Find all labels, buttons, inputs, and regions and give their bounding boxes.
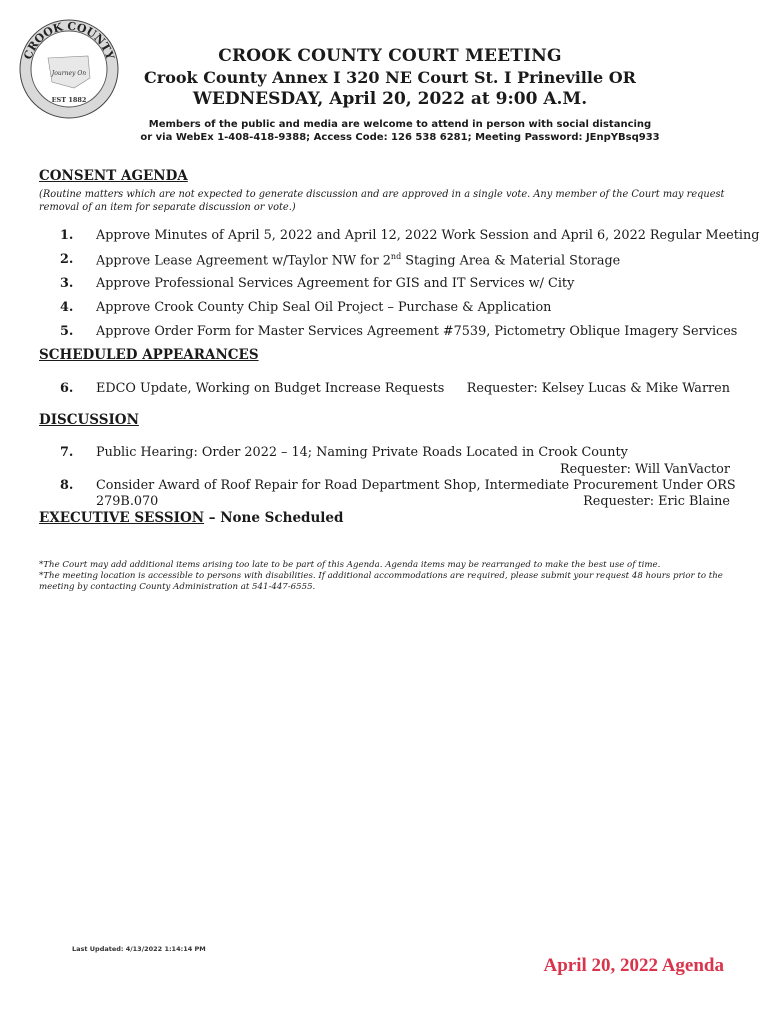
item-number: 8. [60,478,74,493]
attendance-notice-line1: Members of the public and media are welcome to attend in person with social distancing [148,119,652,130]
item-text: Approve Professional Services Agreement for GIS and IT Services w/ City [96,276,575,291]
item-number: 2. [60,252,74,267]
item-number: 5. [60,324,74,339]
attendance-notice [120,118,680,144]
footnotes [39,560,739,593]
item-text: Approve Crook County Chip Seal Oil Project – Purchase & Application [96,300,552,315]
item-text-pre: Approve Lease Agreement w/Taylor NW for 2 [96,253,391,269]
consent-agenda-heading: CONSENT AGENDA [39,168,188,184]
executive-session-heading: EXECUTIVE SESSION [39,510,205,526]
item-text: Consider Award of Roof Repair for Road Department Shop, Intermediate Procurement Under ORS [96,478,736,493]
item-number: 4. [60,300,74,315]
meeting-title: CROOK COUNTY COURT MEETING [218,46,562,66]
item-text-cont: 279B.070 [96,494,159,509]
item-text-sup: nd [390,252,402,261]
item-requester: Requester: Kelsey Lucas & Mike Warren [466,381,730,396]
item-text: EDCO Update, Working on Budget Increase Requests [96,381,445,396]
item-text-post: Staging Area & Material Storage [401,253,621,269]
seal-bottom-text: EST 1882 [51,96,87,104]
meeting-datetime: WEDNESDAY, April 20, 2022 at 9:00 A.M. [192,89,588,109]
last-updated: Last Updated: 4/13/2022 1:14:14 PM [72,945,206,953]
item-number: 7. [60,445,74,460]
item-number: 1. [60,228,74,243]
attendance-notice-line2: or via WebEx 1-408-418-9388; Access Code: 126 538 6281; Meeting Password: JEnpYBsq933 [140,132,660,143]
footnote-1: *The Court may add additional items arising too late to be part of this Agenda. Agenda items may be rearranged to make the best use of time. [39,560,661,570]
scheduled-appearances-heading: SCHEDULED APPEARANCES [39,347,259,363]
item-text: Approve Minutes of April 5, 2022 and April 12, 2022 Work Session and April 6, 2022 Regular Meeting [96,228,760,243]
meeting-header [120,46,660,109]
agenda-stamp: April 20, 2022 Agenda [543,955,724,976]
meeting-location: Crook County Annex I 320 NE Court St. I Prineville OR [144,68,636,87]
consent-agenda-note: (Routine matters which are not expected to generate discussion and are approved in a single vote. Any member of the Court may request removal of an item for separate discussion or vote.) [39,189,725,213]
item-text: Approve Order Form for Master Services Agreement #7539, Pictometry Oblique Imagery Services [96,324,738,339]
item-requester: Requester: Eric Blaine [583,494,730,509]
seal-inner-text: Journey On [51,70,87,77]
item-text [96,252,620,268]
executive-session [39,510,343,526]
item-text: Public Hearing: Order 2022 – 14; Naming Private Roads Located in Crook County [96,445,628,460]
item-number: 3. [60,276,74,291]
footnote-2: *The meeting location is accessible to persons with disabilities. If additional accommodations are required, please submit your request 48 hours prior to the meeting by contacting County Administration at 541-447-6555. [39,571,723,592]
item-requester: Requester: Will VanVactor [559,462,730,477]
seal-arc-text: CROOK COUNTY [21,19,117,62]
item-number: 6. [60,381,74,396]
county-seal [18,18,120,120]
discussion-heading: DISCUSSION [39,412,139,428]
executive-session-status: – None Scheduled [204,510,344,526]
